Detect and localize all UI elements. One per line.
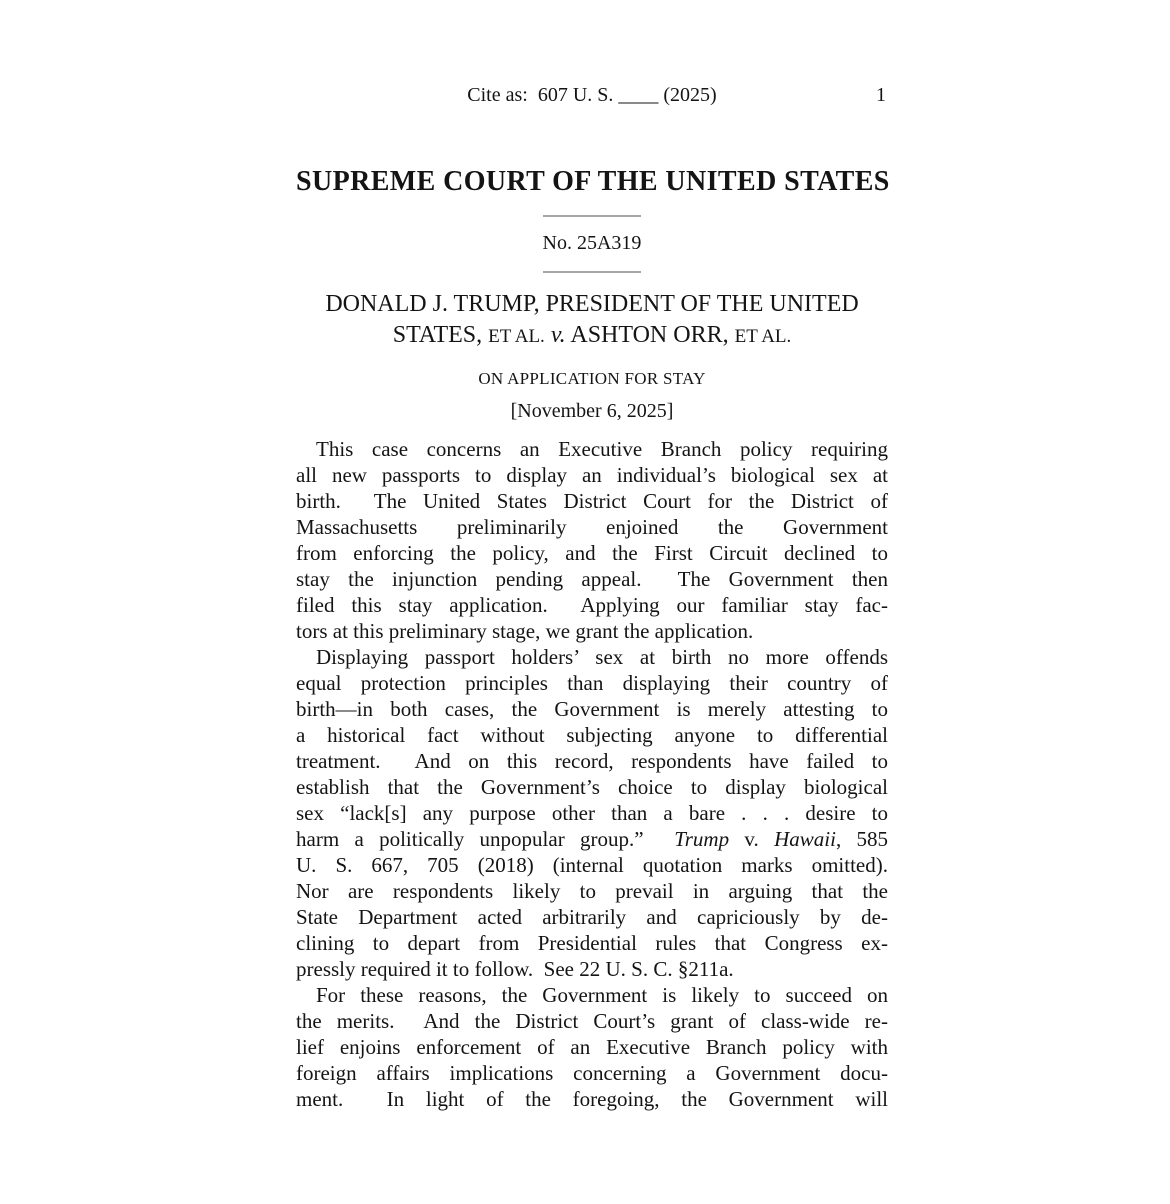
text-segment: establish that the Government’s choice to display biological — [296, 775, 888, 799]
text-segment: filed this stay application. Applying our familiar stay fac- — [296, 593, 888, 617]
text-segment: Trump — [674, 827, 730, 851]
text-line — [296, 1060, 888, 1086]
text-segment: Displaying passport holders’ sex at birth no more offends — [316, 645, 888, 669]
caption-segment: v. — [550, 322, 566, 348]
text-segment: Nor are respondents likely to prevail in arguing that the — [296, 879, 888, 903]
running-head — [296, 84, 888, 106]
text-segment: , 585 — [835, 827, 888, 851]
docket-number: No. 25A319 — [542, 232, 642, 254]
text-segment: For these reasons, the Government is likely to succeed on — [316, 983, 888, 1007]
text-segment: This case concerns an Executive Branch policy requiring — [316, 437, 888, 461]
paragraph — [296, 436, 888, 644]
text-segment: clining to depart from Presidential rules that Congress ex- — [296, 931, 888, 955]
text-segment: birth—in both cases, the Government is merely attesting to — [296, 697, 888, 721]
text-line — [296, 670, 888, 696]
text-line — [296, 722, 888, 748]
text-segment: State Department acted arbitrarily and capriciously by de- — [296, 905, 888, 929]
text-segment: stay the injunction pending appeal. The Government then — [296, 567, 888, 591]
text-line — [296, 852, 888, 878]
text-line — [296, 696, 888, 722]
text-segment: equal protection principles than displaying their country of — [296, 671, 888, 695]
text-line — [296, 748, 888, 774]
case-caption — [296, 289, 888, 352]
text-line — [296, 1034, 888, 1060]
text-segment: from enforcing the policy, and the First Circuit declined to — [296, 541, 888, 565]
text-line — [296, 514, 888, 540]
text-line — [296, 982, 888, 1008]
page-content-column — [296, 0, 888, 1112]
text-segment: sex “lack[s] any purpose other than a bare . . . desire to — [296, 801, 888, 825]
caption-segment: ASHTON ORR, — [565, 322, 735, 348]
court-title: SUPREME COURT OF THE UNITED STATES — [296, 166, 890, 197]
text-segment: Hawaii — [774, 827, 836, 851]
text-segment: a historical fact without subjecting anyone to differential — [296, 723, 888, 747]
caption-segment: ET AL. — [488, 326, 545, 347]
text-segment: U. S. 667, 705 (2018) (internal quotation marks omitted). — [296, 853, 888, 877]
text-segment: tors at this preliminary stage, we grant the application. — [296, 619, 754, 643]
proceeding-line: ON APPLICATION FOR STAY — [478, 369, 706, 388]
text-line — [296, 956, 888, 982]
text-line — [296, 930, 888, 956]
text-segment: foreign affairs implications concerning a Government docu- — [296, 1061, 888, 1085]
paragraph — [296, 644, 888, 982]
text-line — [296, 618, 888, 644]
text-line — [296, 462, 888, 488]
text-line — [296, 774, 888, 800]
text-segment: all new passports to display an individual’s biological sex at — [296, 463, 888, 487]
text-segment: the merits. And the District Court’s grant of class-wide re- — [296, 1009, 888, 1033]
text-line — [296, 592, 888, 618]
caption-segment: STATES, — [392, 322, 489, 348]
text-line — [296, 566, 888, 592]
decorative-rule-top — [543, 215, 641, 217]
text-line — [296, 436, 888, 462]
text-line — [296, 488, 888, 514]
text-segment: Massachusetts preliminarily enjoined the Government — [296, 515, 888, 539]
text-line — [296, 1008, 888, 1034]
text-line — [296, 904, 888, 930]
caption-segment: ET AL. — [734, 326, 792, 347]
decorative-rule-bottom — [543, 271, 641, 273]
opinion-body — [296, 436, 888, 1112]
text-line — [296, 1086, 888, 1112]
page-number: 1 — [876, 84, 886, 106]
decision-date: [November 6, 2025] — [510, 400, 674, 422]
case-caption-line — [296, 320, 888, 352]
text-segment: birth. The United States District Court for the District of — [296, 489, 888, 513]
text-segment: harm a politically unpopular group.” — [296, 827, 675, 851]
text-line — [296, 800, 888, 826]
paragraph — [296, 982, 888, 1112]
text-segment: treatment. And on this record, respondents have failed to — [296, 749, 888, 773]
text-line — [296, 540, 888, 566]
text-line — [296, 826, 888, 852]
text-segment: v. — [729, 827, 775, 851]
text-line — [296, 644, 888, 670]
citation-header: Cite as: 607 U. S. ____ (2025) — [467, 84, 717, 106]
case-caption-line — [296, 289, 888, 320]
text-segment: lief enjoins enforcement of an Executive Branch policy with — [296, 1035, 888, 1059]
text-segment: pressly required it to follow. See 22 U. S. C. §211a. — [296, 957, 734, 981]
caption-segment: DONALD J. TRUMP, PRESIDENT OF THE UNITED — [325, 291, 859, 317]
text-line — [296, 878, 888, 904]
text-segment: ment. In light of the foregoing, the Government will — [296, 1087, 888, 1111]
